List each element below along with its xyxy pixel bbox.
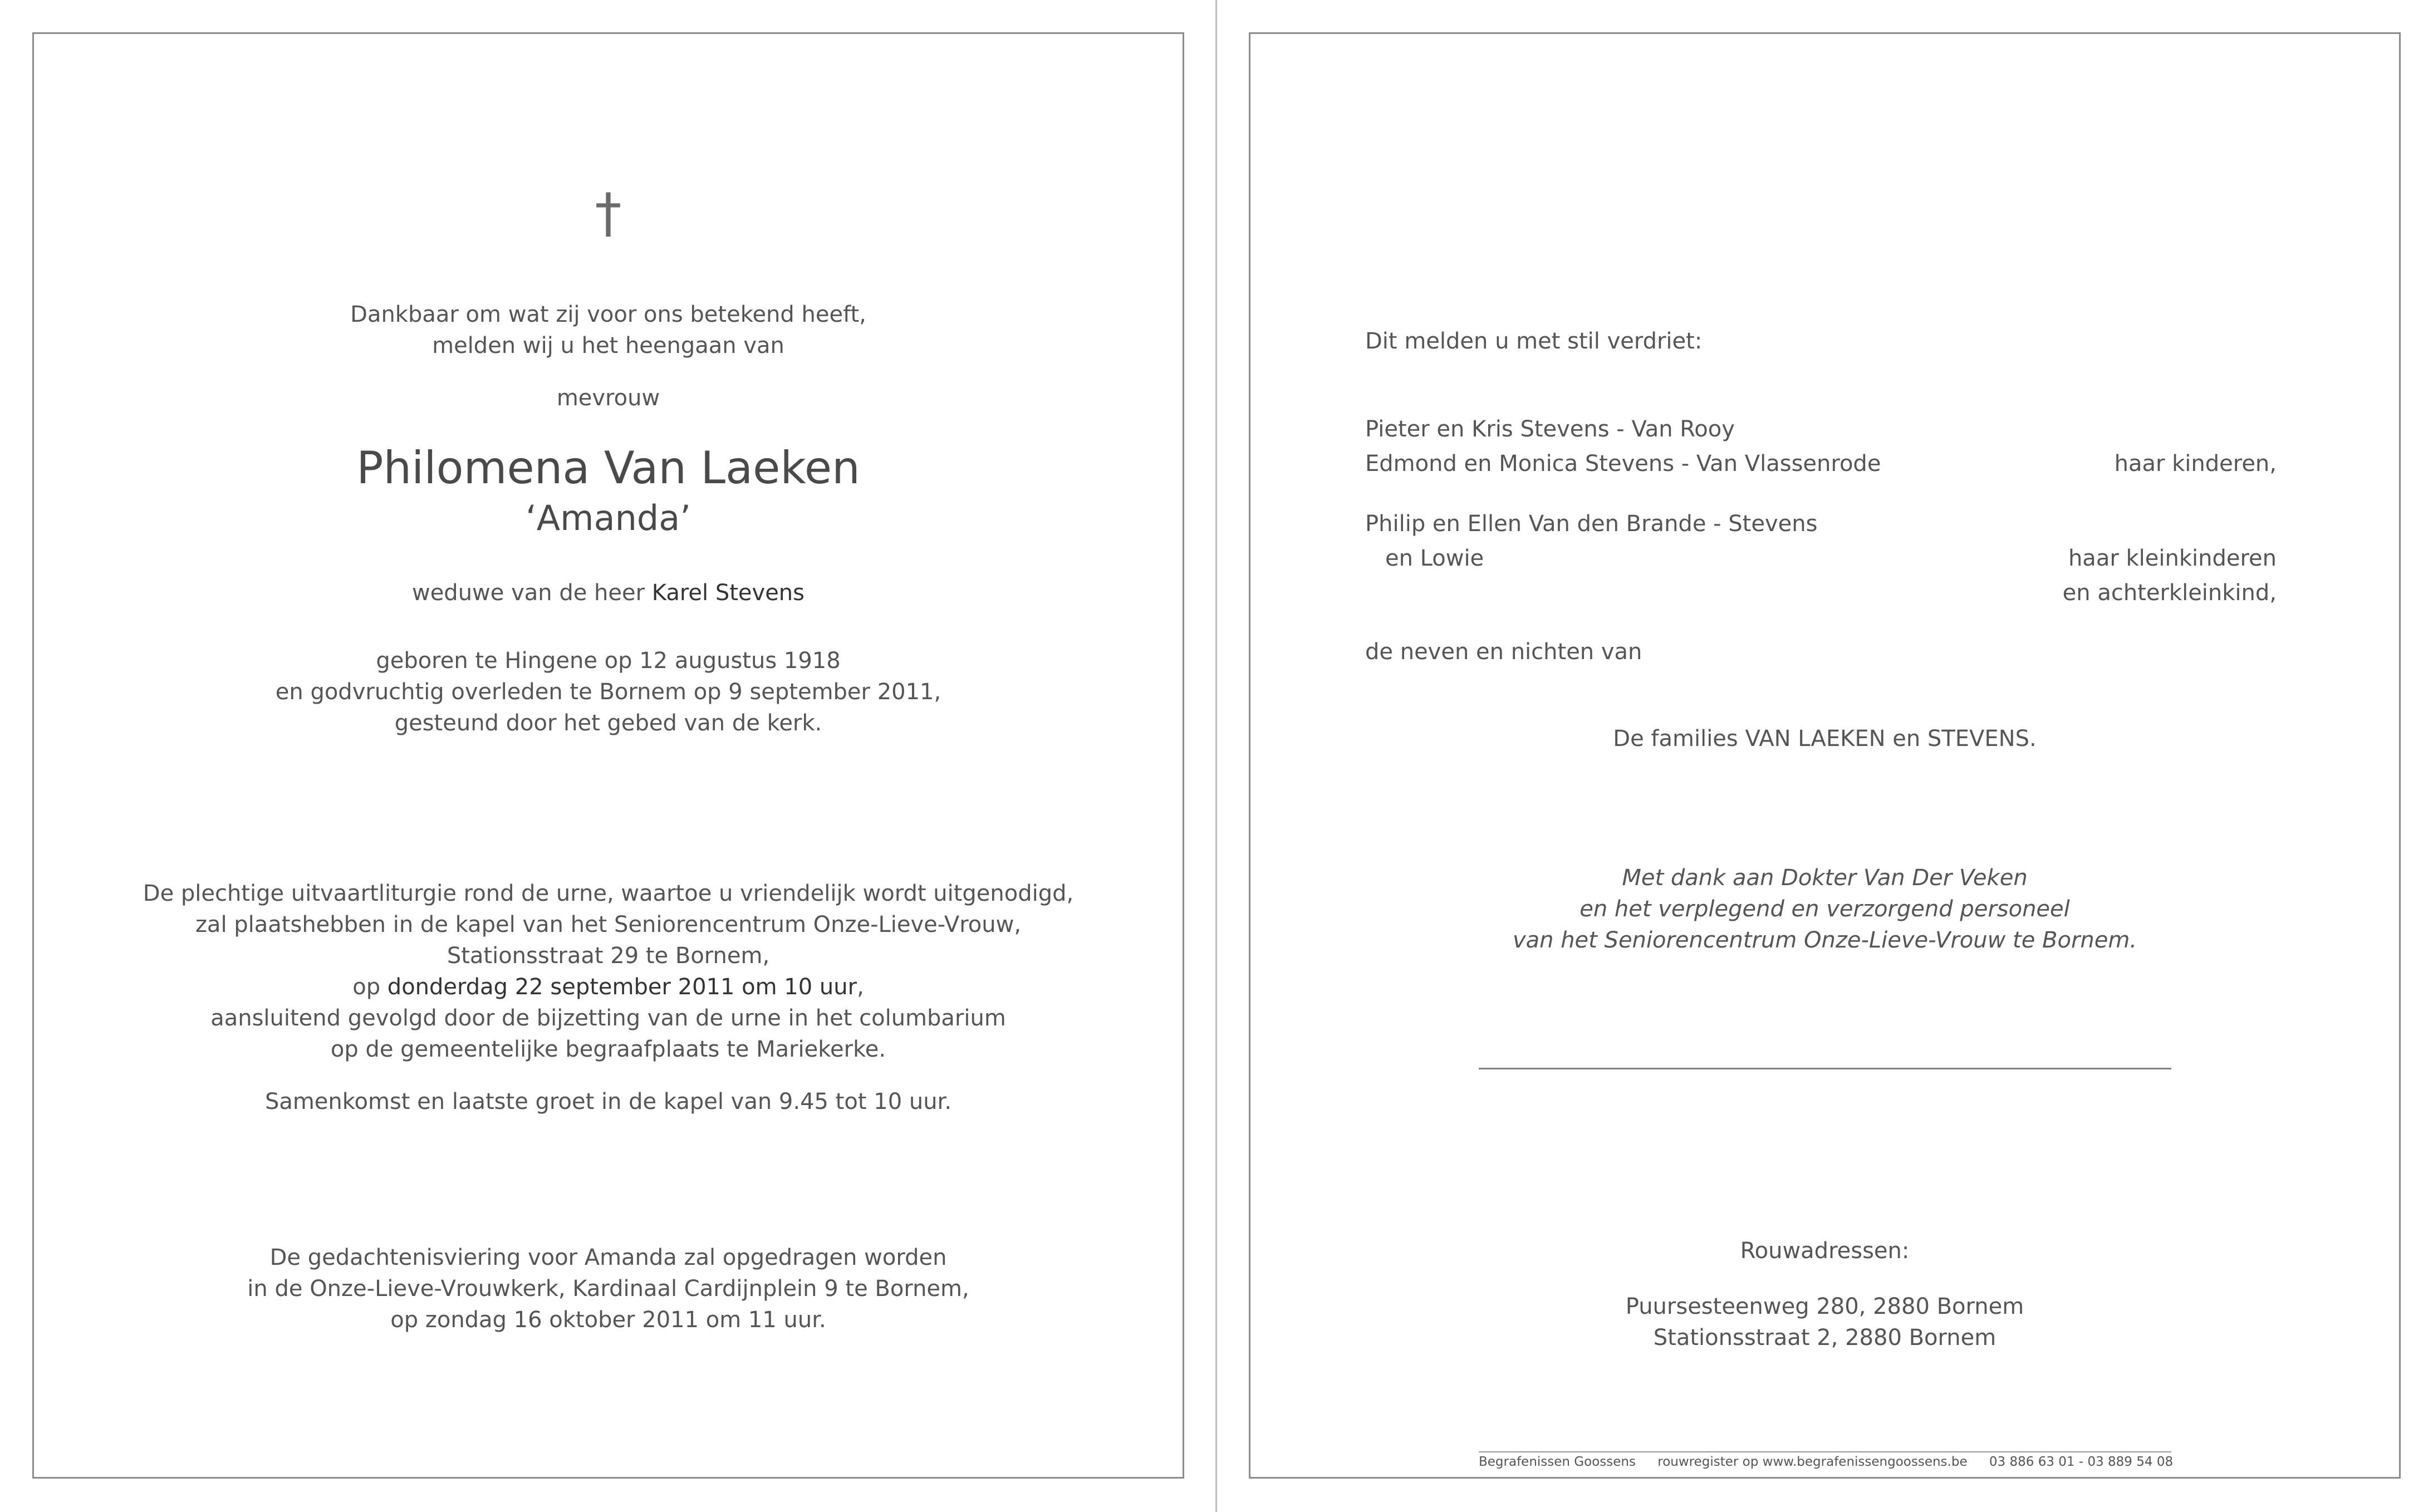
memorial-line-3: op zondag 16 oktober 2011 om 11 uur. xyxy=(390,1307,826,1333)
ceremony-line-5: aansluitend gevolgd door de bijzetting van de urne in het columbarium xyxy=(210,1005,1006,1031)
ceremony-line-2: zal plaatshebben in de kapel van het Seniorencentrum Onze-Lieve-Vrouw, xyxy=(195,912,1022,937)
widow-prefix: weduwe van de heer xyxy=(411,580,652,606)
great-grandchild-role: en achterkleinkind, xyxy=(2062,580,2277,606)
grandchild-2: en Lowie xyxy=(1385,546,1484,571)
children-role: haar kinderen, xyxy=(2114,451,2277,477)
death-line: en godvruchtig overleden te Bornem op 9 september 2011, xyxy=(275,679,941,705)
thanks-line-1: Met dank aan Dokter Van Der Veken xyxy=(1622,865,2028,891)
grandchild-1: Philip en Ellen Van den Brande - Stevens xyxy=(1365,511,1818,537)
thanks-line-2: en het verplegend en verzorgend personeel xyxy=(1580,896,2070,922)
footer xyxy=(1479,1454,2191,1470)
intro-line-2: melden wij u het heengaan van xyxy=(432,333,784,359)
cousins-line: de neven en nichten van xyxy=(1365,639,1642,665)
footer-rule xyxy=(1479,1451,2171,1452)
grandchildren-role: haar kleinkinderen xyxy=(2068,546,2277,571)
footer-register-link[interactable]: rouwregister op www.begrafenissengoossens.be xyxy=(1657,1455,1968,1469)
address-1: Puursesteenweg 280, 2880 Bornem xyxy=(1625,1294,2024,1319)
announce-line: Dit melden u met stil verdriet: xyxy=(1365,328,1703,354)
divider-line xyxy=(1479,1068,2171,1069)
birth-line: geboren te Hingene op 12 augustus 1918 xyxy=(376,648,841,674)
cross-symbol: † xyxy=(595,182,622,244)
ceremony-date: donderdag 22 september 2011 om 10 uur xyxy=(387,974,857,1000)
church-prayer-line: gesteund door het gebed van de kerk. xyxy=(394,710,822,736)
memorial-line-2: in de Onze-Lieve-Vrouwkerk, Kardinaal Cardijnplein 9 te Bornem, xyxy=(247,1276,969,1302)
footer-company: Begrafenissen Goossens xyxy=(1479,1455,1636,1469)
thanks-line-3: van het Seniorencentrum Onze-Lieve-Vrouw te Bornem. xyxy=(1512,927,2137,953)
ceremony-line-3: Stationsstraat 29 te Bornem, xyxy=(447,943,770,969)
memorial-line-1: De gedachtenisviering voor Amanda zal opgedragen worden xyxy=(269,1245,947,1270)
child-2: Edmond en Monica Stevens - Van Vlassenrode xyxy=(1365,451,1881,477)
widow-name: Karel Stevens xyxy=(651,580,805,606)
footer-phones: 03 886 63 01 - 03 889 54 08 xyxy=(1989,1455,2174,1469)
gathering-line: Samenkomst en laatste groet in de kapel van 9.45 tot 10 uur. xyxy=(264,1089,952,1115)
left-page xyxy=(32,32,1184,1479)
intro-line-1: Dankbaar om wat zij voor ons betekend heeft, xyxy=(350,302,866,327)
salutation: mevrouw xyxy=(556,385,660,411)
right-page xyxy=(1249,32,2401,1479)
ceremony-date-prefix: op xyxy=(352,974,387,1000)
ceremony-line-6: op de gemeentelijke begraafplaats te Mariekerke. xyxy=(330,1037,886,1062)
deceased-nickname: ‘Amanda’ xyxy=(526,498,691,538)
child-1: Pieter en Kris Stevens - Van Rooy xyxy=(1365,416,1735,442)
deceased-name: Philomena Van Laeken xyxy=(356,442,860,494)
addresses-title: Rouwadressen: xyxy=(1740,1238,1910,1264)
families-line: De families VAN LAEKEN en STEVENS. xyxy=(1613,726,2037,752)
fold-line xyxy=(1215,0,1217,1512)
address-2: Stationsstraat 2, 2880 Bornem xyxy=(1653,1325,1997,1351)
ceremony-line-4 xyxy=(34,971,1183,1003)
widow-line xyxy=(34,577,1183,608)
ceremony-date-suffix: , xyxy=(857,974,864,1000)
ceremony-line-1: De plechtige uitvaartliturgie rond de urne, waartoe u vriendelijk wordt uitgenodigd, xyxy=(143,881,1074,906)
